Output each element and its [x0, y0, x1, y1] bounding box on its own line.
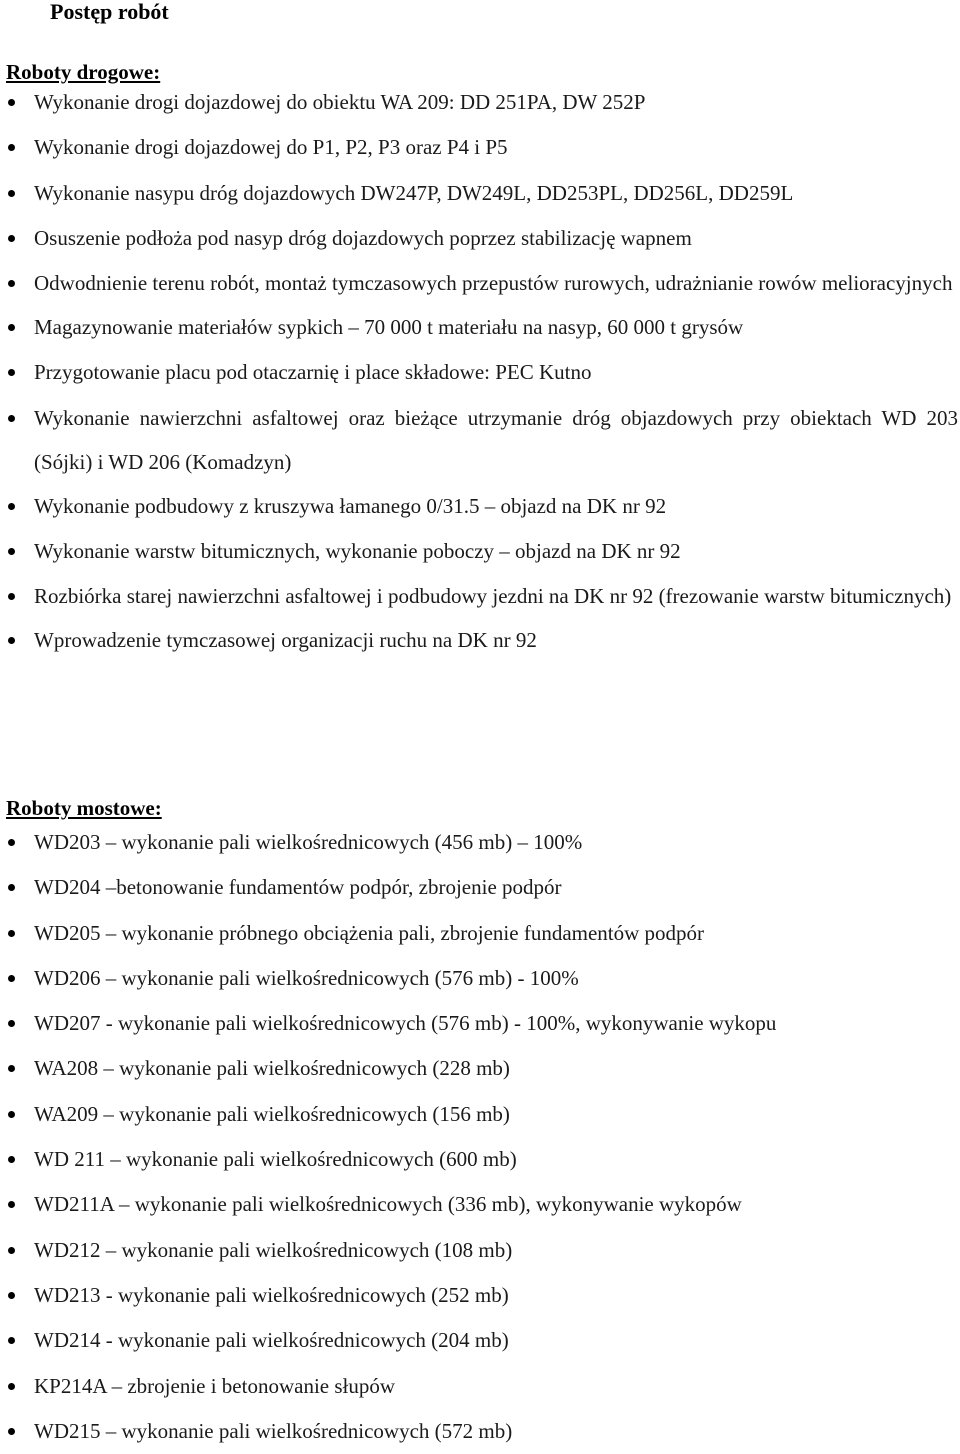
section-heading-bridge-works: Roboty mostowe: [6, 796, 162, 820]
bullet-icon [8, 1428, 15, 1435]
bullet-icon [8, 190, 15, 197]
bullet-icon [8, 1247, 15, 1254]
bullet-icon [8, 369, 15, 376]
bullet-icon [8, 1065, 15, 1072]
list-item: WD207 - wykonanie pali wielkośrednicowych (576 mb) - 100%, wykonywanie wykopu [0, 1001, 960, 1046]
road-works-list [0, 80, 960, 664]
list-item: WD205 – wykonanie próbnego obciążenia pali, zbrojenie fundamentów podpór [0, 911, 960, 956]
list-item: Osuszenie podłoża pod nasyp dróg dojazdowych poprzez stabilizację wapnem [0, 216, 960, 261]
list-item: WD213 - wykonanie pali wielkośrednicowych (252 mb) [0, 1273, 960, 1318]
bullet-icon [8, 1337, 15, 1344]
bullet-icon [8, 1020, 15, 1027]
list-item: Wprowadzenie tymczasowej organizacji ruchu na DK nr 92 [0, 618, 960, 663]
bullet-icon [8, 324, 15, 331]
bullet-icon [8, 280, 15, 287]
list-item: WD203 – wykonanie pali wielkośrednicowych (456 mb) – 100% [0, 820, 960, 865]
bridge-works-list [0, 820, 960, 1454]
bullet-icon [8, 884, 15, 891]
bullet-icon [8, 593, 15, 600]
list-item: Wykonanie nasypu dróg dojazdowych DW247P, DW249L, DD253PL, DD256L, DD259L [0, 171, 960, 216]
bullet-icon [8, 1201, 15, 1208]
bullet-icon [8, 637, 15, 644]
bullet-icon [8, 1292, 15, 1299]
bullet-icon [8, 415, 15, 422]
list-item: WD204 –betonowanie fundamentów podpór, zbrojenie podpór [0, 865, 960, 910]
list-item: WD206 – wykonanie pali wielkośrednicowych (576 mb) - 100% [0, 956, 960, 1001]
list-item: Magazynowanie materiałów sypkich – 70 000 t materiału na nasyp, 60 000 t grysów [0, 305, 960, 350]
list-item: WD215 – wykonanie pali wielkośrednicowych (572 mb) [0, 1409, 960, 1454]
list-item: KP214A – zbrojenie i betonowanie słupów [0, 1364, 960, 1409]
bullet-icon [8, 235, 15, 242]
list-item: Wykonanie drogi dojazdowej do obiektu WA 209: DD 251PA, DW 252P [0, 80, 960, 125]
section-heading-road-works: Roboty drogowe: [6, 60, 161, 84]
list-item: WD211A – wykonanie pali wielkośrednicowych (336 mb), wykonywanie wykopów [0, 1182, 960, 1227]
list-item: WA208 – wykonanie pali wielkośrednicowych (228 mb) [0, 1046, 960, 1091]
list-item: Rozbiórka starej nawierzchni asfaltowej i podbudowy jezdni na DK nr 92 (frezowanie warstw bitumicznych) [0, 574, 960, 618]
bullet-icon [8, 548, 15, 555]
bullet-icon [8, 503, 15, 510]
bullet-icon [8, 1383, 15, 1390]
list-item: Odwodnienie terenu robót, montaż tymczasowych przepustów rurowych, udrażnianie rowów melioracyjnych [0, 261, 960, 305]
list-item: WD214 - wykonanie pali wielkośrednicowych (204 mb) [0, 1318, 960, 1363]
list-item: Przygotowanie placu pod otaczarnię i place składowe: PEC Kutno [0, 350, 960, 395]
bullet-icon [8, 1156, 15, 1163]
bullet-icon [8, 1111, 15, 1118]
page-title: Postęp robót [50, 0, 169, 24]
list-item: WD212 – wykonanie pali wielkośrednicowych (108 mb) [0, 1228, 960, 1273]
bullet-icon [8, 975, 15, 982]
list-item: Wykonanie nawierzchni asfaltowej oraz bieżące utrzymanie dróg objazdowych przy obiektach WD 203 (Sójki) i WD 206 (Komadzyn) [0, 396, 960, 484]
bullet-icon [8, 144, 15, 151]
list-item: Wykonanie podbudowy z kruszywa łamanego 0/31.5 – objazd na DK nr 92 [0, 484, 960, 529]
list-item: Wykonanie drogi dojazdowej do P1, P2, P3 oraz P4 i P5 [0, 125, 960, 170]
bullet-icon [8, 839, 15, 846]
list-item: WD 211 – wykonanie pali wielkośrednicowych (600 mb) [0, 1137, 960, 1182]
bullet-icon [8, 930, 15, 937]
bullet-icon [8, 99, 15, 106]
list-item: Wykonanie warstw bitumicznych, wykonanie poboczy – objazd na DK nr 92 [0, 529, 960, 574]
list-item: WA209 – wykonanie pali wielkośrednicowych (156 mb) [0, 1092, 960, 1137]
